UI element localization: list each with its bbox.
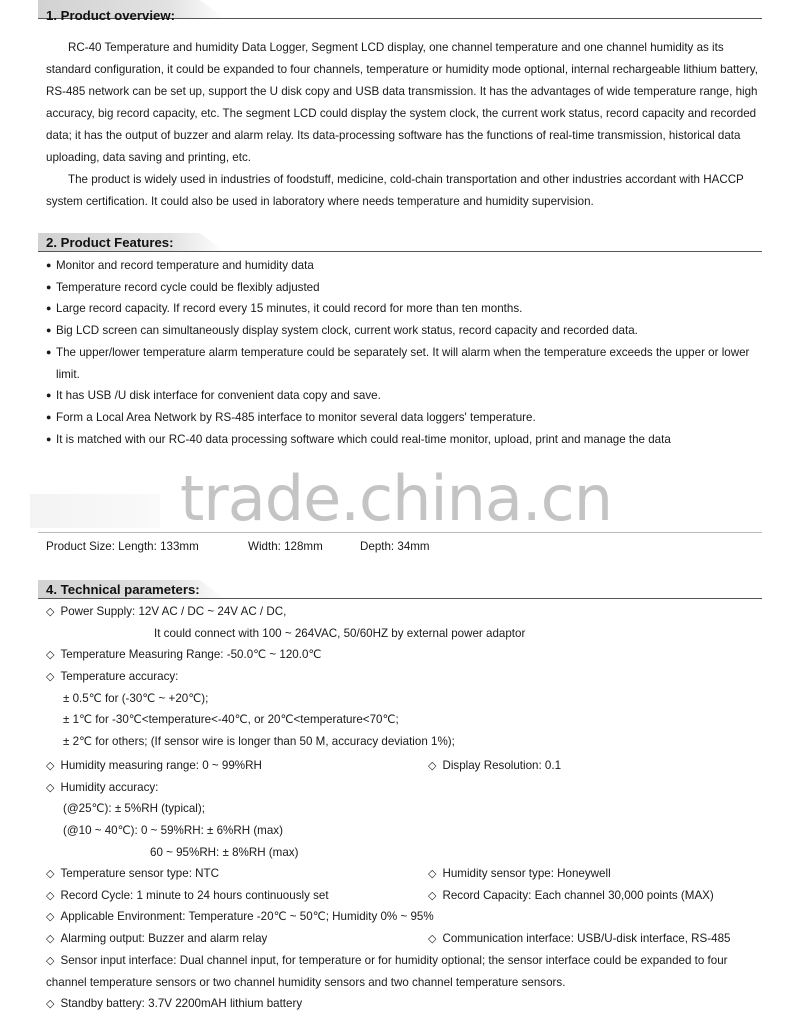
diamond-icon: ◇ xyxy=(46,998,55,1010)
param-alarm: ◇ Alarming output: Buzzer and alarm relay xyxy=(46,932,268,945)
diamond-icon: ◇ xyxy=(46,760,55,772)
diamond-icon: ◇ xyxy=(46,890,55,902)
tech-heading xyxy=(38,579,762,599)
diamond-icon: ◇ xyxy=(46,649,55,661)
overview-heading xyxy=(38,0,762,23)
overview-text-1: RC-40 Temperature and humidity Data Logger, Segment LCD display, one channel temperature and one channel humidity as its standard configuration, it could be expanded to four channels, temperature or humidity mode optional, internal rechargeable lithium battery, RS-485 network can be set up, support the U disk copy and USB data transmission. It has the advantages of wide temperature range, high accuracy, big record capacity, etc. The segment LCD could display the system clock, the current work status, record capacity and recorded data; it has the output of buzzer and alarm relay. Its data-processing software has the functions of real-time transmission, historical data uploading, data saving and printing, etc. xyxy=(46,41,758,164)
list-item: ● Form a Local Area Network by RS-485 interface to monitor several data loggers' temperature. xyxy=(46,407,760,429)
divider xyxy=(38,532,762,533)
param-record-capacity: ◇ Record Capacity: Each channel 30,000 points (MAX) xyxy=(428,889,714,902)
size-width: Width: 128mm xyxy=(248,540,323,553)
diamond-icon: ◇ xyxy=(46,671,55,683)
list-item: ● Large record capacity. If record every 15 minutes, it could record for more than ten months. xyxy=(46,298,760,320)
bullet-icon: ● xyxy=(46,433,52,444)
param-hum-accuracy-1: (@25℃): ± 5%RH (typical); xyxy=(63,802,205,815)
overview-paragraph-1 xyxy=(46,37,760,169)
param-sensor-interface: ◇ Sensor input interface: Dual channel input, for temperature or for humidity optional; the sensor interface could be expanded to four channel temperature sensors or two channel humidity sensors and two channel temperature sensors. xyxy=(46,954,728,989)
faded-heading-block xyxy=(30,494,160,528)
diamond-icon: ◇ xyxy=(46,955,55,967)
list-item: ● It is matched with our RC-40 data processing software which could real-time monitor, upload, print and manage the data xyxy=(46,429,760,451)
bullet-icon: ● xyxy=(46,325,52,336)
overview-paragraph-2 xyxy=(46,169,760,213)
list-item: ● Big LCD screen can simultaneously display system clock, current work status, record capacity and recorded data. xyxy=(46,320,760,342)
param-display-resolution: ◇ Display Resolution: 0.1 xyxy=(428,759,562,772)
list-item: ● Monitor and record temperature and humidity data xyxy=(46,255,760,277)
param-hum-range: ◇ Humidity measuring range: 0 ~ 99%RH xyxy=(46,759,262,772)
bullet-icon: ● xyxy=(46,390,52,401)
features-list xyxy=(46,255,760,450)
param-power-adaptor: It could connect with 100 ~ 264VAC, 50/60HZ by external power adaptor xyxy=(154,627,526,640)
param-temp-accuracy: ◇ Temperature accuracy: xyxy=(46,670,179,683)
tech-title: 4. Technical parameters: xyxy=(46,582,200,597)
param-temp-accuracy-1: ± 0.5℃ for (-30℃ ~ +20℃); xyxy=(63,692,209,705)
features-title: 2. Product Features: xyxy=(46,235,174,250)
param-communication: ◇ Communication interface: USB/U-disk interface, RS-485 xyxy=(428,932,731,945)
param-environment: ◇ Applicable Environment: Temperature -20℃ ~ 50℃; Humidity 0% ~ 95% xyxy=(46,910,434,923)
size-length: Product Size: Length: 133mm xyxy=(46,540,199,553)
heading-rule xyxy=(38,598,762,599)
bullet-icon: ● xyxy=(46,303,52,314)
overview-title: 1. Product overview: xyxy=(46,8,175,23)
param-temp-accuracy-3: ± 2℃ for others; (If sensor wire is longer than 50 M, accuracy deviation 1%); xyxy=(63,735,455,748)
param-hum-sensor: ◇ Humidity sensor type: Honeywell xyxy=(428,867,611,880)
diamond-icon: ◇ xyxy=(428,868,437,880)
bullet-icon: ● xyxy=(46,411,52,422)
param-temp-accuracy-2: ± 1℃ for -30℃<temperature<-40℃, or 20℃<temperature<70℃; xyxy=(63,713,399,726)
diamond-icon: ◇ xyxy=(46,933,55,945)
list-item: ● Temperature record cycle could be flexibly adjusted xyxy=(46,277,760,299)
list-item: ● The upper/lower temperature alarm temperature could be separately set. It will alarm when the temperature exceeds the upper or lower limit. xyxy=(46,342,760,385)
param-hum-accuracy-2: (@10 ~ 40℃): 0 ~ 59%RH: ± 6%RH (max) xyxy=(63,824,283,837)
param-battery: ◇ Standby battery: 3.7V 2200mAH lithium battery xyxy=(46,997,303,1010)
heading-rule xyxy=(38,251,762,252)
diamond-icon: ◇ xyxy=(428,933,437,945)
diamond-icon: ◇ xyxy=(46,868,55,880)
overview-text-2: The product is widely used in industries of foodstuff, medicine, cold-chain transportation and other industries accordant with HACCP system certification. It could also be used in laboratory where needs temperature and humidity supervision. xyxy=(46,173,744,208)
diamond-icon: ◇ xyxy=(46,782,55,794)
param-record-cycle: ◇ Record Cycle: 1 minute to 24 hours continuously set xyxy=(46,889,329,902)
param-temp-sensor: ◇ Temperature sensor type: NTC xyxy=(46,867,219,880)
diamond-icon: ◇ xyxy=(46,606,55,618)
diamond-icon: ◇ xyxy=(428,760,437,772)
features-heading xyxy=(38,232,762,252)
bullet-icon: ● xyxy=(46,346,52,357)
param-power: ◇ Power Supply: 12V AC / DC ~ 24V AC / DC, xyxy=(46,605,287,618)
param-temp-range: ◇ Temperature Measuring Range: -50.0℃ ~ 120.0℃ xyxy=(46,648,322,661)
diamond-icon: ◇ xyxy=(428,890,437,902)
size-depth: Depth: 34mm xyxy=(360,540,430,553)
param-hum-accuracy: ◇ Humidity accuracy: xyxy=(46,781,159,794)
bullet-icon: ● xyxy=(46,260,52,270)
bullet-icon: ● xyxy=(46,281,52,292)
diamond-icon: ◇ xyxy=(46,911,55,923)
list-item: ● It has USB /U disk interface for convenient data copy and save. xyxy=(46,385,760,407)
param-hum-accuracy-3: 60 ~ 95%RH: ± 8%RH (max) xyxy=(150,846,299,859)
watermark: trade.china.cn xyxy=(180,462,612,535)
